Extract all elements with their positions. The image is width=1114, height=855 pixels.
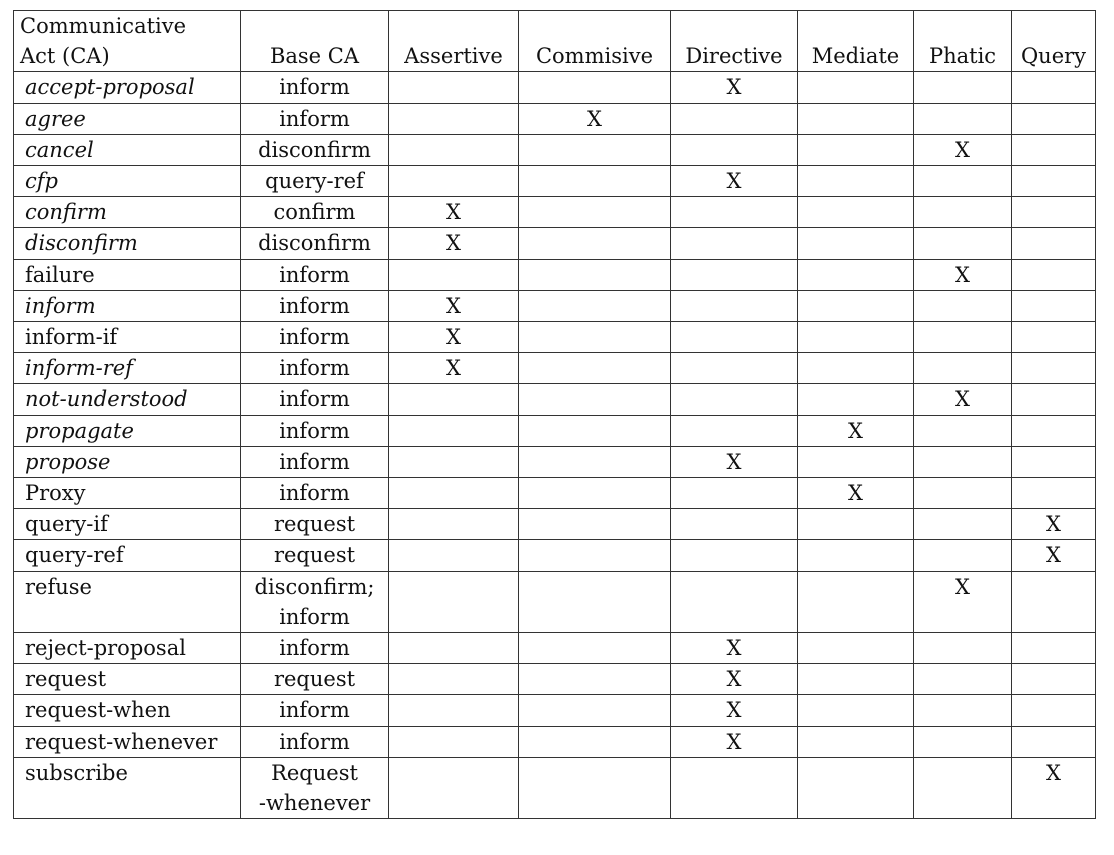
cell-commisive [519,72,671,103]
table-row [14,353,1096,384]
communicative-acts-table [13,10,1096,819]
header-communicative-act [14,11,241,72]
cell-commisive [519,197,671,228]
x-mark: X [726,449,742,474]
cell-query [1012,540,1096,571]
cell-query [1012,446,1096,477]
cell-communicative-act: query-if [14,509,241,540]
x-mark: X [446,200,461,225]
base-ca-line: inform [279,356,350,381]
header-act-line1: Communicative [20,14,187,38]
cell-base-ca [241,290,389,321]
base-ca-line: inform [279,262,350,287]
x-mark: X [446,293,461,318]
cell-base-ca [241,259,389,290]
cell-query [1012,509,1096,540]
x-mark: X [1046,512,1061,537]
cell-directive [671,134,798,165]
cell-mediate [798,633,914,664]
table-row [14,384,1096,415]
header-assertive: Assertive [389,11,519,72]
header-base-ca: Base CA [241,11,389,72]
cell-directive [671,103,798,134]
cell-communicative-act: request-whenever [14,726,241,757]
table-row [14,197,1096,228]
cell-phatic [914,726,1012,757]
cell-assertive [389,695,519,726]
cell-base-ca [241,633,389,664]
cell-assertive [389,509,519,540]
cell-directive [671,478,798,509]
base-ca-line: -whenever [258,791,371,816]
cell-base-ca [241,726,389,757]
cell-query [1012,134,1096,165]
cell-base-ca [241,384,389,415]
table-row [14,228,1096,259]
base-ca-line: inform [279,481,350,506]
cell-phatic [914,415,1012,446]
table-row [14,571,1096,632]
cell-directive [671,415,798,446]
base-ca-line: confirm [273,200,356,225]
cell-directive [671,664,798,695]
cell-communicative-act: accept-proposal [14,72,241,103]
base-ca-line: disconfirm; [254,574,375,599]
cell-communicative-act: disconfirm [14,228,241,259]
cell-mediate [798,134,914,165]
cell-query [1012,166,1096,197]
cell-commisive [519,446,671,477]
cell-directive [671,353,798,384]
base-ca-line: query-ref [265,169,364,194]
cell-base-ca [241,197,389,228]
cell-mediate [798,509,914,540]
cell-phatic [914,103,1012,134]
cell-query [1012,571,1096,632]
cell-assertive [389,633,519,664]
cell-directive [671,633,798,664]
cell-communicative-act: propose [14,446,241,477]
cell-mediate [798,197,914,228]
cell-directive [671,540,798,571]
header-mediate: Mediate [798,11,914,72]
cell-mediate [798,290,914,321]
header-directive: Directive [671,11,798,72]
cell-phatic [914,757,1012,818]
x-mark: X [446,231,461,256]
base-ca-line: inform [279,729,350,754]
x-mark: X [848,418,863,443]
cell-directive [671,726,798,757]
cell-mediate [798,259,914,290]
table-body [14,72,1096,819]
cell-base-ca [241,322,389,353]
base-ca-line: disconfirm [258,231,371,256]
cell-phatic [914,540,1012,571]
cell-phatic [914,664,1012,695]
header-query: Query [1012,11,1096,72]
base-ca-line: inform [279,418,350,443]
cell-query [1012,478,1096,509]
cell-phatic [914,166,1012,197]
cell-mediate [798,478,914,509]
cell-query [1012,384,1096,415]
table-row [14,259,1096,290]
cell-base-ca [241,415,389,446]
base-ca-line: request [273,512,356,537]
cell-mediate [798,72,914,103]
cell-communicative-act: subscribe [14,757,241,818]
cell-mediate [798,322,914,353]
cell-query [1012,290,1096,321]
cell-phatic [914,259,1012,290]
base-ca-line: inform [279,106,350,131]
cell-mediate [798,757,914,818]
x-mark: X [726,667,742,692]
x-mark: X [446,325,461,350]
cell-commisive [519,259,671,290]
table-row [14,540,1096,571]
cell-base-ca [241,103,389,134]
cell-query [1012,197,1096,228]
cell-communicative-act: reject-proposal [14,633,241,664]
cell-phatic [914,322,1012,353]
cell-assertive [389,540,519,571]
cell-mediate [798,384,914,415]
cell-base-ca [241,353,389,384]
cell-commisive [519,664,671,695]
cell-directive [671,259,798,290]
cell-communicative-act: request [14,664,241,695]
cell-communicative-act: cfp [14,166,241,197]
x-mark: X [726,169,742,194]
cell-base-ca [241,571,389,632]
cell-mediate [798,353,914,384]
base-ca-line: Request [271,760,358,785]
cell-assertive [389,103,519,134]
cell-base-ca [241,478,389,509]
cell-query [1012,633,1096,664]
cell-directive [671,322,798,353]
cell-assertive [389,757,519,818]
cell-query [1012,695,1096,726]
cell-directive [671,384,798,415]
header-commisive: Commisive [519,11,671,72]
cell-communicative-act: not-understood [14,384,241,415]
cell-commisive [519,571,671,632]
cell-base-ca [241,540,389,571]
cell-communicative-act: Proxy [14,478,241,509]
cell-commisive [519,228,671,259]
x-mark: X [587,106,602,131]
cell-assertive [389,134,519,165]
cell-query [1012,757,1096,818]
cell-commisive [519,726,671,757]
cell-commisive [519,509,671,540]
cell-assertive [389,571,519,632]
table-row [14,664,1096,695]
cell-base-ca [241,72,389,103]
cell-query [1012,103,1096,134]
cell-base-ca [241,757,389,818]
table-row [14,757,1096,818]
table-row [14,415,1096,446]
cell-query [1012,353,1096,384]
cell-assertive [389,726,519,757]
cell-base-ca [241,228,389,259]
cell-base-ca [241,509,389,540]
x-mark: X [726,75,742,100]
cell-commisive [519,757,671,818]
cell-query [1012,664,1096,695]
base-ca-line: inform [279,449,350,474]
table-row [14,134,1096,165]
cell-assertive [389,290,519,321]
cell-mediate [798,571,914,632]
cell-mediate [798,228,914,259]
base-ca-line: inform [279,387,350,412]
cell-assertive [389,478,519,509]
x-mark: X [848,481,863,506]
cell-base-ca [241,134,389,165]
cell-mediate [798,166,914,197]
table-row [14,633,1096,664]
cell-assertive [389,384,519,415]
cell-assertive [389,259,519,290]
cell-assertive [389,353,519,384]
cell-communicative-act: propagate [14,415,241,446]
cell-commisive [519,134,671,165]
cell-communicative-act: request-when [14,695,241,726]
cell-phatic [914,72,1012,103]
table-row [14,322,1096,353]
table-row [14,509,1096,540]
cell-commisive [519,540,671,571]
cell-directive [671,571,798,632]
cell-base-ca [241,664,389,695]
cell-commisive [519,103,671,134]
cell-mediate [798,695,914,726]
header-row [14,11,1096,72]
x-mark: X [726,698,742,723]
cell-phatic [914,633,1012,664]
x-mark: X [726,729,742,754]
cell-directive [671,228,798,259]
base-ca-line: inform [279,75,350,100]
cell-phatic [914,571,1012,632]
cell-communicative-act: inform-if [14,322,241,353]
cell-assertive [389,72,519,103]
table-row [14,726,1096,757]
cell-commisive [519,633,671,664]
cell-assertive [389,446,519,477]
header-act-line2: Act (CA) [20,44,110,69]
cell-query [1012,228,1096,259]
cell-phatic [914,353,1012,384]
cell-communicative-act: inform-ref [14,353,241,384]
cell-assertive [389,415,519,446]
cell-commisive [519,353,671,384]
cell-assertive [389,664,519,695]
table-row [14,695,1096,726]
cell-query [1012,726,1096,757]
cell-query [1012,322,1096,353]
cell-phatic [914,290,1012,321]
table-container [13,10,1096,819]
cell-mediate [798,446,914,477]
base-ca-line: inform [279,604,350,629]
table-row [14,446,1096,477]
cell-query [1012,72,1096,103]
cell-phatic [914,478,1012,509]
x-mark: X [955,137,970,162]
x-mark: X [955,262,970,287]
cell-directive [671,446,798,477]
x-mark: X [726,636,742,661]
cell-assertive [389,322,519,353]
base-ca-line: inform [279,636,350,661]
cell-communicative-act: failure [14,259,241,290]
cell-phatic [914,384,1012,415]
cell-phatic [914,695,1012,726]
cell-communicative-act: confirm [14,197,241,228]
cell-phatic [914,509,1012,540]
cell-assertive [389,197,519,228]
base-ca-line: inform [279,325,350,350]
cell-query [1012,259,1096,290]
table-row [14,478,1096,509]
cell-base-ca [241,166,389,197]
cell-mediate [798,103,914,134]
cell-communicative-act: agree [14,103,241,134]
base-ca-line: inform [279,698,350,723]
x-mark: X [1046,760,1061,785]
cell-directive [671,290,798,321]
cell-communicative-act: cancel [14,134,241,165]
cell-communicative-act: inform [14,290,241,321]
cell-directive [671,757,798,818]
cell-phatic [914,446,1012,477]
cell-commisive [519,322,671,353]
x-mark: X [446,356,461,381]
cell-commisive [519,478,671,509]
cell-communicative-act: refuse [14,571,241,632]
base-ca-line: request [273,667,356,692]
cell-directive [671,72,798,103]
cell-directive [671,197,798,228]
cell-assertive [389,228,519,259]
cell-directive [671,695,798,726]
cell-commisive [519,290,671,321]
cell-mediate [798,415,914,446]
cell-query [1012,415,1096,446]
cell-directive [671,166,798,197]
cell-commisive [519,384,671,415]
base-ca-line: inform [279,293,350,318]
base-ca-line: request [273,543,356,568]
table-row [14,290,1096,321]
cell-assertive [389,166,519,197]
table-row [14,103,1096,134]
cell-phatic [914,228,1012,259]
cell-phatic [914,197,1012,228]
cell-commisive [519,415,671,446]
cell-commisive [519,695,671,726]
base-ca-line: disconfirm [258,137,371,162]
cell-mediate [798,540,914,571]
x-mark: X [955,574,970,599]
table-row [14,72,1096,103]
table-row [14,166,1096,197]
cell-directive [671,509,798,540]
header-phatic: Phatic [914,11,1012,72]
cell-phatic [914,134,1012,165]
cell-mediate [798,726,914,757]
cell-commisive [519,166,671,197]
cell-communicative-act: query-ref [14,540,241,571]
cell-base-ca [241,446,389,477]
x-mark: X [1046,543,1061,568]
cell-mediate [798,664,914,695]
cell-base-ca [241,695,389,726]
x-mark: X [955,387,970,412]
